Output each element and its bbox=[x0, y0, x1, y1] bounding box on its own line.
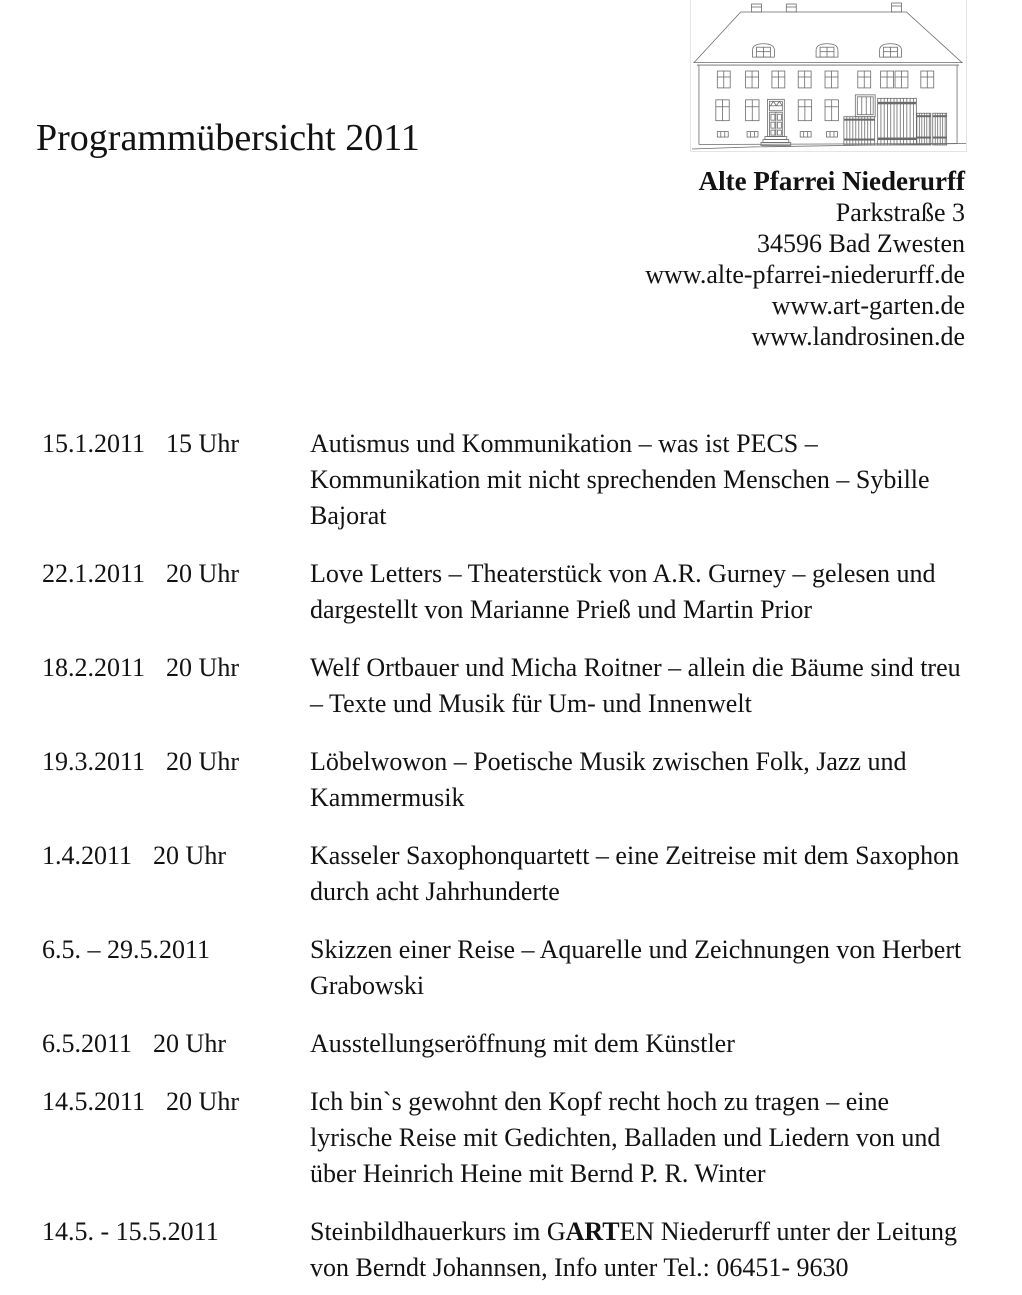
house-line-drawing-icon bbox=[691, 0, 966, 151]
event-row bbox=[42, 838, 972, 910]
event-row bbox=[42, 556, 972, 628]
event-datetime bbox=[42, 932, 310, 1004]
address-lines bbox=[645, 197, 965, 352]
address-line: www.art-garten.de bbox=[771, 291, 965, 320]
event-description: Skizzen einer Reise – Aquarelle und Zeichnungen von Herbert Grabowski bbox=[310, 935, 962, 1000]
page-title: Programmübersicht 2011 bbox=[36, 117, 420, 159]
event-time: 20 Uhr bbox=[166, 653, 239, 682]
event-date: 18.2.2011 bbox=[42, 653, 146, 682]
event-datetime bbox=[42, 1214, 310, 1286]
event-row bbox=[42, 650, 972, 722]
event-row bbox=[42, 1026, 972, 1062]
event-row bbox=[42, 744, 972, 816]
event-time: 20 Uhr bbox=[166, 747, 239, 776]
event-description: Autismus und Kommunikation – was ist PECS – Kommunikation mit nicht sprechenden Menschen – Sybille Bajorat bbox=[310, 429, 930, 530]
event-datetime bbox=[42, 838, 310, 910]
address-block bbox=[645, 166, 965, 352]
event-description: Kasseler Saxophonquartett – eine Zeitreise mit dem Saxophon durch acht Jahrhunderte bbox=[310, 841, 960, 906]
event-time: 20 Uhr bbox=[166, 559, 239, 588]
event-date: 15.1.2011 bbox=[42, 429, 146, 458]
event-date: 6.5.2011 bbox=[42, 1029, 133, 1058]
event-description: Steinbildhauerkurs im GARTEN Niederurff unter der Leitung von Berndt Johannsen, Info unter Tel.: 06451- 9630 bbox=[310, 1217, 958, 1282]
event-row bbox=[42, 1214, 972, 1286]
org-name: Alte Pfarrei Niederurff bbox=[698, 166, 965, 196]
address-line: www.landrosinen.de bbox=[751, 322, 965, 351]
event-time: 20 Uhr bbox=[153, 841, 226, 870]
address-line: 34596 Bad Zwesten bbox=[757, 229, 965, 258]
event-time: 20 Uhr bbox=[153, 1029, 226, 1058]
event-list bbox=[42, 426, 972, 1295]
event-date: 19.3.2011 bbox=[42, 747, 146, 776]
event-datetime bbox=[42, 744, 310, 816]
event-datetime bbox=[42, 426, 310, 534]
address-line: www.alte-pfarrei-niederurff.de bbox=[645, 260, 965, 289]
event-row bbox=[42, 932, 972, 1004]
event-description: Welf Ortbauer und Micha Roitner – allein die Bäume sind treu – Texte und Musik für Um- und Innenwelt bbox=[310, 653, 961, 718]
event-date: 1.4.2011 bbox=[42, 841, 133, 870]
event-date: 14.5. - 15.5.2011 bbox=[42, 1217, 219, 1246]
event-description: Ausstellungseröffnung mit dem Künstler bbox=[310, 1029, 735, 1058]
event-time: 15 Uhr bbox=[166, 429, 239, 458]
event-time: 20 Uhr bbox=[166, 1087, 239, 1116]
event-description: Löbelwowon – Poetische Musik zwischen Folk, Jazz und Kammermusik bbox=[310, 747, 907, 812]
house-logo bbox=[690, 0, 967, 152]
event-date: 22.1.2011 bbox=[42, 559, 146, 588]
event-datetime bbox=[42, 1084, 310, 1192]
address-line: Parkstraße 3 bbox=[835, 198, 965, 227]
event-date: 6.5. – 29.5.2011 bbox=[42, 935, 211, 964]
event-datetime bbox=[42, 650, 310, 722]
event-date: 14.5.2011 bbox=[42, 1087, 146, 1116]
event-datetime bbox=[42, 556, 310, 628]
event-datetime bbox=[42, 1026, 310, 1062]
event-description: Ich bin`s gewohnt den Kopf recht hoch zu tragen – eine lyrische Reise mit Gedichten, Balladen und Liedern von und über Heinrich Heine mit Bernd P. R. Winter bbox=[310, 1087, 941, 1188]
event-row bbox=[42, 1084, 972, 1192]
event-row bbox=[42, 426, 972, 534]
event-description: Love Letters – Theaterstück von A.R. Gurney – gelesen und dargestellt von Marianne Prieß und Martin Prior bbox=[310, 559, 936, 624]
